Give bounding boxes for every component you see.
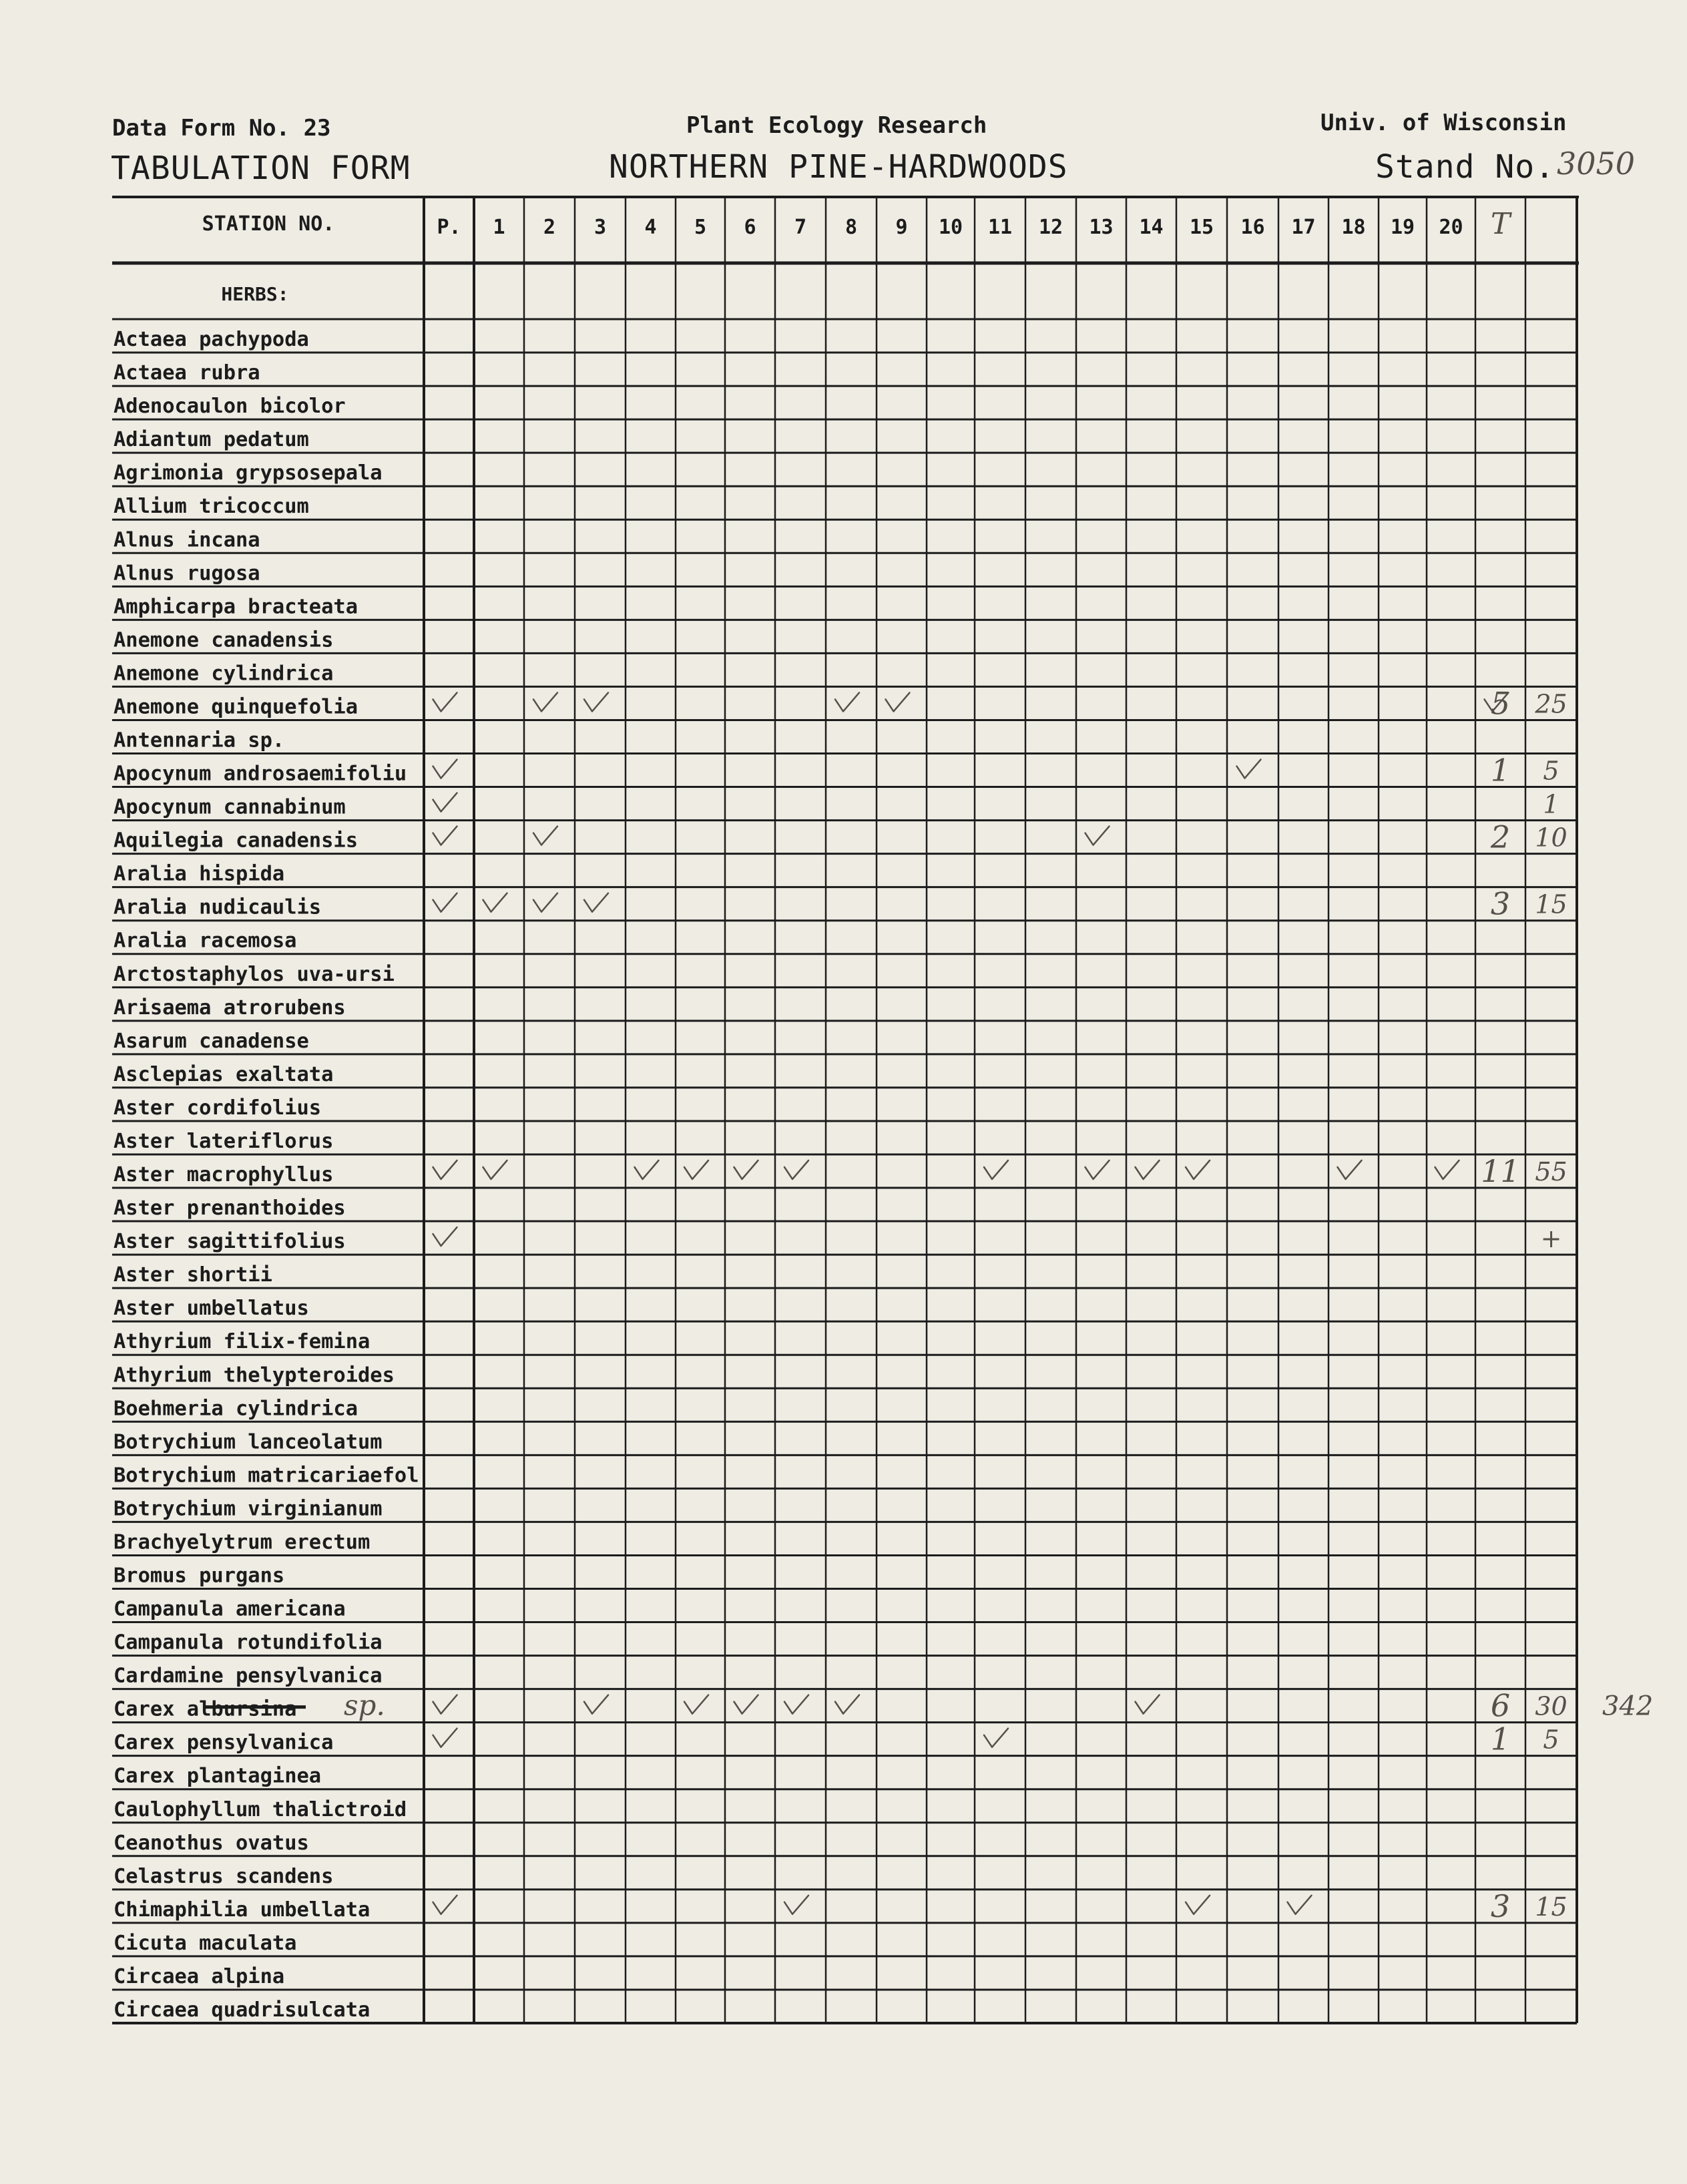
check-mark [433,1729,457,1747]
organization-label: Plant Ecology Research [686,112,987,139]
check-mark [1136,1695,1160,1714]
species-label: Athyrium filix-femina [113,1330,371,1354]
species-label: Bromus purgans [113,1564,285,1588]
tally-total: 1 [1490,1721,1511,1757]
column-header: 5 [694,216,707,239]
column-header: 1 [493,216,505,239]
species-label: Adenocaulon bicolor [113,395,346,419]
tally-percent: 5 [1543,756,1559,786]
species-label: Apocynum androsaemifoliu [113,762,407,786]
species-label: Anemone cylindrica [113,662,334,686]
species-label: Agrimonia grypsosepala [113,461,383,485]
tally-total: 2 [1490,819,1511,855]
species-label: Aralia nudicaulis [113,895,322,919]
check-mark [886,692,910,711]
check-mark [684,1695,708,1714]
check-mark [784,1695,808,1714]
species-label: Carex albursina [113,1697,297,1721]
check-mark [483,1160,507,1179]
tally-percent: 10 [1535,823,1568,853]
check-mark [584,1695,608,1714]
check-mark [1237,760,1261,779]
check-mark [835,1695,859,1714]
check-mark [1186,1896,1210,1914]
species-label: Aster shortii [113,1263,272,1287]
stand-number-label: Stand No. [1375,148,1555,186]
species-label: Aralia racemosa [113,929,297,953]
check-mark [433,692,457,711]
species-label: Brachyelytrum erectum [113,1530,371,1554]
species-label: Chimaphilia umbellata [113,1898,371,1922]
column-header: 11 [987,216,1013,239]
column-header: 3 [593,216,607,239]
species-label: Adiantum pedatum [113,428,309,452]
species-label: Cardamine pensylvanica [113,1664,383,1688]
check-mark [835,692,859,711]
check-mark [635,1160,659,1179]
species-label: Aster cordifolius [113,1096,322,1120]
check-mark [984,1160,1008,1179]
column-header: 2 [543,216,556,239]
species-label: Caulophyllum thalictroid [113,1797,407,1821]
tally-total: 3 [1490,1888,1511,1924]
column-header: 18 [1341,216,1366,239]
species-label: Aster umbellatus [113,1297,309,1321]
species-label: Botrychium virginianum [113,1497,383,1521]
species-label: Botrychium lanceolatum [113,1430,383,1454]
check-mark [1288,1896,1312,1914]
column-header: 8 [845,216,858,239]
species-label: Boehmeria cylindrica [113,1397,358,1421]
column-header: T [1490,207,1511,241]
check-mark [1086,1160,1110,1179]
tally-total: 6 [1490,1687,1511,1724]
check-mark [1435,1160,1459,1179]
check-mark [483,893,507,912]
species-label: Aster prenanthoides [113,1196,346,1221]
check-mark [533,692,557,711]
column-header: 4 [644,216,657,239]
species-label: Cicuta maculata [113,1931,297,1955]
column-header: 9 [895,216,908,239]
tally-percent: 15 [1535,889,1568,919]
column-header: 13 [1089,216,1114,239]
handwritten-note: sp. [344,1689,385,1722]
check-mark [433,760,457,779]
check-mark [1186,1160,1210,1179]
form-title: TABULATION FORM [111,150,411,187]
column-header: 15 [1189,216,1214,239]
column-header: 12 [1038,216,1063,239]
tally-percent: + [1540,1224,1562,1254]
tally-total: 1 [1490,752,1511,789]
tally-total: 11 [1481,1153,1520,1189]
species-label: Allium tricoccum [113,495,309,519]
university-label: Univ. of Wisconsin [1320,110,1567,136]
species-label: Alnus rugosa [113,562,260,586]
column-header: 17 [1291,216,1316,239]
species-label: Asclepias exaltata [113,1062,334,1086]
species-label: Aster macrophyllus [113,1163,334,1187]
check-mark [433,893,457,912]
check-mark [533,827,557,845]
section-label-herbs: HERBS: [221,283,289,305]
tally-percent: 15 [1535,1892,1568,1922]
check-mark [1136,1160,1160,1179]
column-header: 14 [1139,216,1164,239]
species-label: Anemone quinquefolia [113,695,358,719]
column-header: 19 [1390,216,1415,239]
check-mark [784,1160,808,1179]
check-mark [734,1160,758,1179]
handwritten-extra: 342 [1602,1691,1654,1722]
check-mark [433,1695,457,1714]
species-label: Arctostaphylos uva-ursi [113,962,395,986]
species-label: Aquilegia canadensis [113,829,358,853]
species-label: Ceanothus ovatus [113,1831,309,1855]
species-label: Carex plantaginea [113,1764,322,1788]
check-mark [734,1695,758,1714]
form-number: Data Form No. 23 [112,115,331,142]
species-label: Antennaria sp. [113,728,285,752]
check-mark [433,1160,457,1179]
species-label: Alnus incana [113,528,260,552]
check-mark [1338,1160,1362,1179]
species-label: Botrychium matricariaefol [113,1464,419,1488]
column-header: 10 [938,216,963,239]
species-label: Aralia hispida [113,862,285,886]
column-header: 6 [744,216,756,239]
check-mark [433,793,457,812]
tally-percent: 5 [1543,1725,1559,1755]
check-mark [584,692,608,711]
page-title: NORTHERN PINE-HARDWOODS [609,148,1068,186]
species-label: Carex pensylvanica [113,1731,334,1755]
species-label: Circaea alpina [113,1964,285,1988]
species-label: Actaea pachypoda [113,328,309,352]
check-mark [784,1896,808,1914]
stand-number-value: 3050 [1557,146,1636,182]
species-label: Athyrium thelypteroides [113,1363,395,1387]
tally-total: 3 [1490,885,1511,922]
species-label: Circaea quadrisulcata [113,1998,371,2022]
check-mark [433,1227,457,1246]
species-label: Campanula rotundifolia [113,1630,383,1655]
check-mark [433,1896,457,1914]
check-mark [984,1729,1008,1747]
tally-total: 5 [1490,685,1511,722]
column-header: 20 [1439,216,1463,239]
tally-percent: 25 [1535,689,1568,719]
species-label: Anemone canadensis [113,628,334,652]
check-mark [684,1160,708,1179]
tally-percent: 55 [1535,1157,1568,1186]
column-header: P. [437,216,461,239]
species-label: Aster sagittifolius [113,1230,346,1254]
species-label: Campanula americana [113,1597,346,1621]
species-label: Asarum canadense [113,1029,309,1053]
species-label: Aster lateriflorus [113,1129,334,1153]
check-mark [584,893,608,912]
column-header: 7 [794,216,807,239]
tally-percent: 1 [1543,789,1559,819]
species-label: Actaea rubra [113,361,260,385]
species-label: Arisaema atrorubens [113,996,346,1020]
tally-percent: 30 [1535,1691,1568,1721]
species-label: Celastrus scandens [113,1864,334,1888]
species-label: Amphicarpa bracteata [113,595,358,619]
check-mark [1086,827,1110,845]
station-number-header: STATION NO. [202,212,335,236]
column-header: 16 [1240,216,1265,239]
check-mark [533,893,557,912]
check-mark [433,827,457,845]
species-label: Apocynum cannabinum [113,795,346,819]
